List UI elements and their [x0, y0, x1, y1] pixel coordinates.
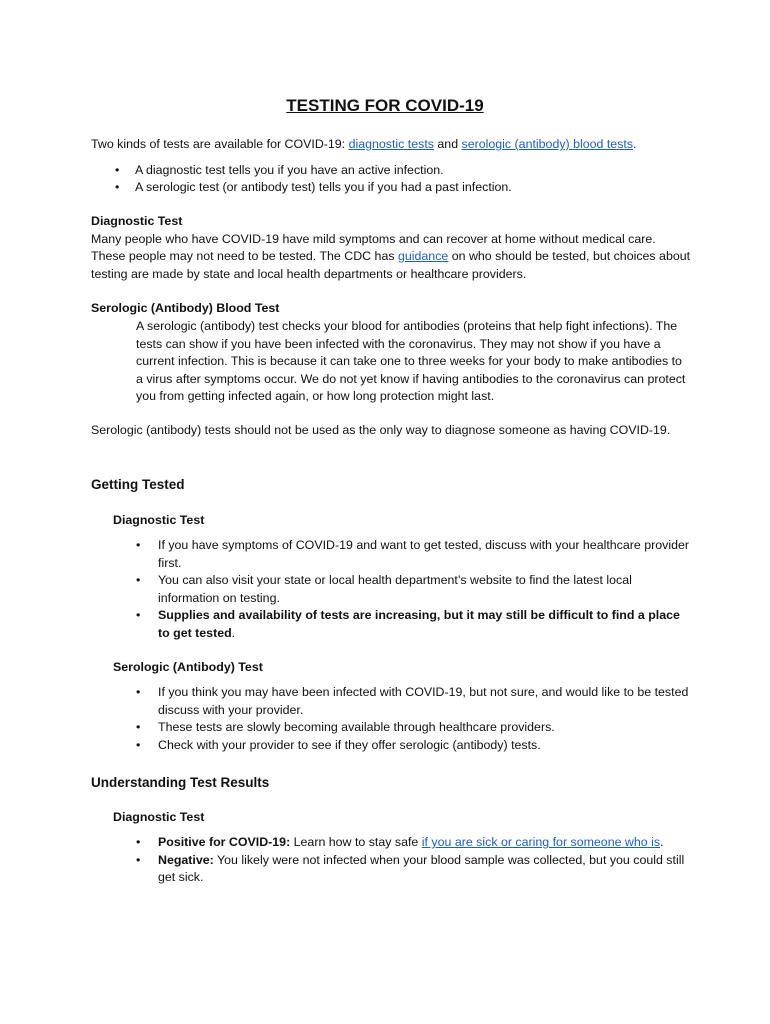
list-item	[113, 852, 693, 887]
list-item: • If you have symptoms of COVID-19 and want to get tested, discuss with your healthcare provider first.	[113, 537, 693, 572]
list-item: • A serologic test (or antibody test) tells you if you had a past infection.	[91, 179, 691, 197]
list-item: • You can also visit your state or local health department’s website to find the latest local information on testing.	[113, 572, 693, 607]
intro-section	[91, 136, 691, 197]
intro-paragraph	[91, 136, 691, 154]
diagnostic-text: Many people who have COVID-19 have mild symptoms and can recover at home without medical care. These people may not need to be tested. The CDC has	[91, 231, 656, 263]
guidance-link[interactable]: guidance	[397, 249, 449, 263]
list-item: • If you think you may have been infected with COVID-19, but not sure, and would like to be tested discuss with your provider.	[113, 684, 693, 719]
serologic-note: Serologic (antibody) tests should not be used as the only way to diagnose someone as having COVID-19.	[91, 423, 671, 437]
serologic-tests-link[interactable]: serologic (antibody) blood tests	[461, 137, 634, 151]
serologic-heading: Serologic (Antibody) Blood Test	[91, 301, 280, 315]
intro-list	[91, 162, 691, 197]
negative-label: Negative:	[158, 852, 214, 867]
results-list	[113, 834, 693, 887]
getting-tested-diagnostic-heading: Diagnostic Test	[113, 513, 205, 527]
bold-bullet-text: Supplies and availability of tests are increasing, but it may still be difficult to find a place to get tested	[158, 608, 680, 640]
negative-text: You likely were not infected when your blood sample was collected, but you could still get sick.	[158, 852, 685, 884]
getting-tested-serologic-list	[113, 684, 693, 754]
intro-text-suffix: .	[633, 137, 637, 151]
positive-suffix: .	[660, 835, 664, 849]
list-item: • Check with your provider to see if they offer serologic (antibody) tests.	[113, 737, 693, 755]
getting-tested-heading: Getting Tested	[91, 477, 185, 492]
list-item	[113, 607, 693, 642]
diagnostic-text-after: on who should be tested, but choices about testing are made by state and local health departments or healthcare providers.	[91, 249, 691, 281]
intro-text-middle: and	[433, 137, 462, 151]
list-item	[113, 834, 693, 852]
getting-tested-diagnostic-list	[113, 537, 693, 642]
positive-text: Learn how to stay safe	[290, 835, 422, 849]
intro-text: Two kinds of tests are available for COVID-19:	[91, 137, 349, 151]
list-item: • These tests are slowly becoming available through healthcare providers.	[113, 719, 693, 737]
sick-caring-link[interactable]: if you are sick or caring for someone who is	[421, 835, 661, 849]
serologic-paragraph: A serologic (antibody) test checks your blood for antibodies (proteins that help fight infections). The tests can show if you have been infected with the coronavirus. They may not show if you have a current infection. This is because it can take one to three weeks for your body to make antibodies to a virus after symptoms occur. We do not yet know if having antibodies to the coronavirus can protect you from getting infected again, or how long protection might last.	[136, 319, 686, 403]
bold-bullet-suffix: .	[231, 625, 236, 640]
getting-tested-serologic-heading: Serologic (Antibody) Test	[113, 660, 263, 674]
positive-label: Positive for COVID-19:	[158, 835, 291, 849]
list-item: • A diagnostic test tells you if you have an active infection.	[91, 162, 691, 180]
diagnostic-tests-link[interactable]: diagnostic tests	[348, 137, 434, 151]
diagnostic-paragraph	[91, 231, 691, 284]
diagnostic-section	[91, 213, 691, 283]
diagnostic-heading: Diagnostic Test	[91, 214, 183, 228]
results-diagnostic-heading: Diagnostic Test	[113, 810, 205, 824]
page-title: TESTING FOR COVID-19	[286, 96, 484, 115]
results-heading: Understanding Test Results	[91, 775, 270, 790]
